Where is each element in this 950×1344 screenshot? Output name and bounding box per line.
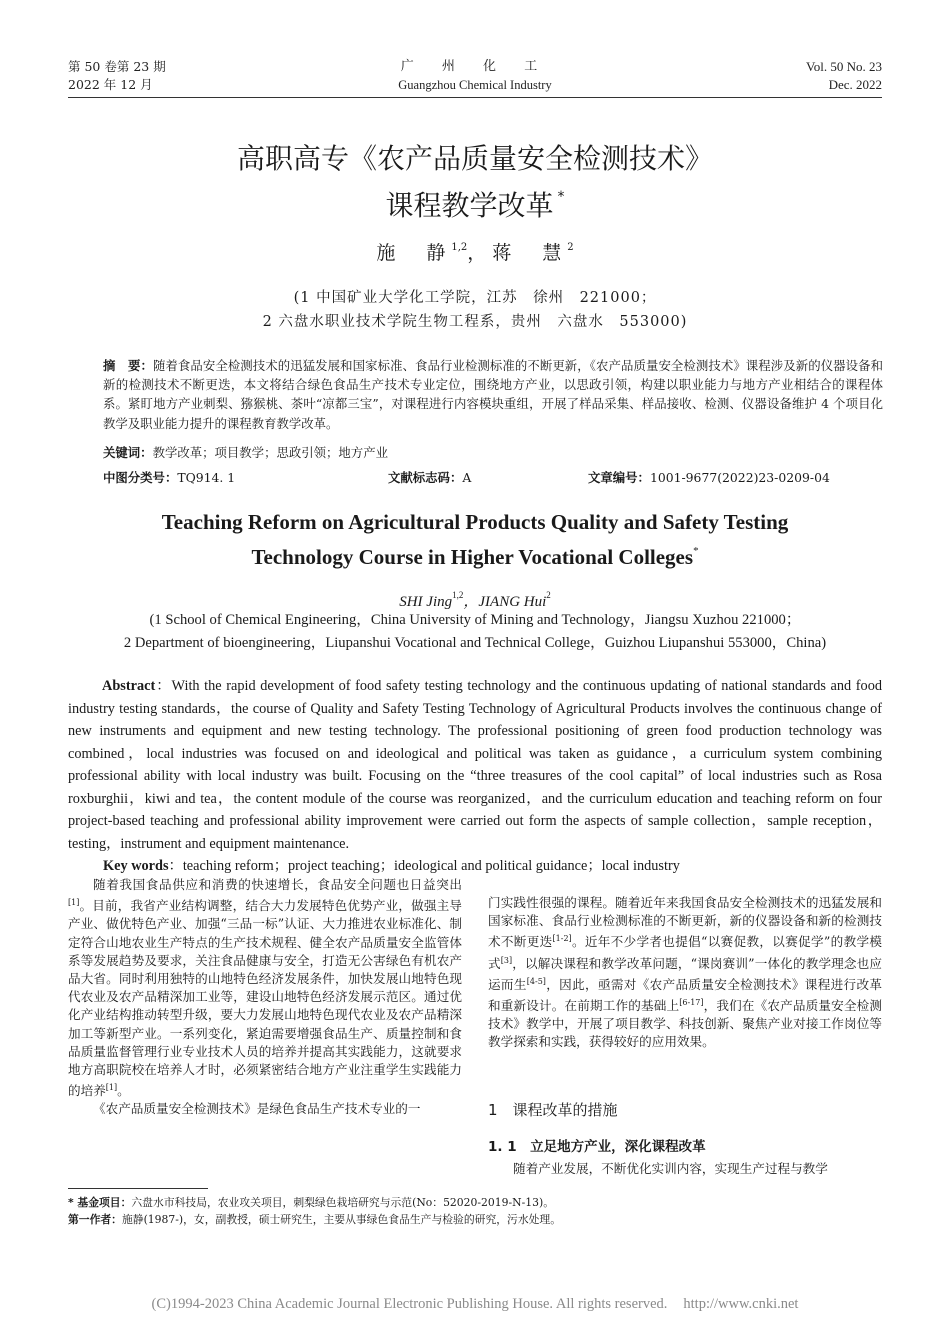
document-code bbox=[388, 468, 471, 486]
title-cn-line2 bbox=[0, 178, 950, 225]
paper-title-cn bbox=[0, 140, 950, 225]
body-paragraph: 随着产业发展，不断优化实训内容，实现生产过程与教学 bbox=[513, 1161, 828, 1176]
keywords-en-text: teaching reform；project teaching；ideological and political guidance；local industry bbox=[182, 858, 680, 874]
citation-ref: [1-2] bbox=[552, 934, 572, 944]
title-cn-line2-text: 课程教学改革 bbox=[385, 189, 554, 222]
paragraph-text: 随着我国食品供应和消费的快速增长，食品安全问题也日益突出 bbox=[93, 877, 462, 892]
author-2-cn: 蒋 慧 bbox=[492, 242, 568, 264]
header-divider bbox=[68, 97, 882, 98]
author-1-en: SHI Jing bbox=[399, 594, 453, 610]
citation-ref: [4-5] bbox=[526, 976, 546, 986]
article-number bbox=[588, 468, 830, 486]
author-separator-en: ， bbox=[463, 594, 479, 610]
section-1-heading: 1 课程改革的措施 bbox=[488, 1101, 618, 1119]
article-number-value: 1001-9677(2022)23-0209-04 bbox=[649, 470, 830, 485]
paragraph-text: 。目前，我省产业结构调整，结合大力发展特色优势产业，做强主导产业、做优特色产业、加强“三品一标”认证、大力推进农业标准化、制定符合山地农业生产特点的生产技术规程、健全农产品质量安全监管体系等发展趋势及要求，关注食品健康与安全，打造无公害绿色有机农产品大省。同时利用独特的山地特色经济发展条件，加快发展山地特色现代农业及农产品精深加工业等，建设山地特色经济发展示范区。通过优化产业结构推动转型升级，要大力发展山地特色现代农业及农产品精深加工等新型产业。一系列变化，紧迫需要增强食品生产、质量控制和食品质量监督管理行业专业技术人员的培养并提高其实践能力，这就要求地方高职院校在培养人才时，必须紧密结合地方产业注重学生实践能力的培养 bbox=[68, 898, 462, 1099]
volume-issue: 第 50 卷第 23 期 bbox=[68, 59, 166, 74]
author-2-affil-en: 2 bbox=[546, 590, 551, 600]
keywords-en bbox=[103, 855, 680, 875]
affiliations-en bbox=[0, 609, 950, 655]
body-left-column bbox=[68, 876, 462, 1119]
doc-code-label: 文献标志码： bbox=[388, 470, 463, 485]
author-1-affil-cn: 1,2 bbox=[451, 242, 468, 253]
clc-label: 中图分类号： bbox=[103, 470, 178, 485]
abstract-en-text: With the rapid development of food safety testing technology and the continuous updating of national standards and food industry testing standards，the course of Quality and Safety Testing Technology of Agricultural Products involves the continuous change of new instruments and equipment and new testing technology. The professional positioning of green food production technology was combined，local industries was focused on and ideological and political was taken as guidance，a curriculum system combining professional ability with local industry was built. Focusing on the “three treasures of the cool capital” of local industries such as Rosa roxburghii，kiwi and tea，the content module of the course was reorganized，and the curriculum education and teaching reform on four project-based teaching and professional ability improvement were carried out form the aspects of sample collection，sample reception，testing，instrument and equipment maintenance. bbox=[68, 678, 882, 852]
author-footnote bbox=[68, 1212, 561, 1228]
publication-date-en: Dec. 2022 bbox=[828, 77, 882, 92]
publication-date: 2022 年 12 月 bbox=[68, 77, 153, 92]
clc-number bbox=[103, 468, 235, 486]
abstract-cn-label: 摘 要： bbox=[103, 358, 153, 373]
title-en-line2 bbox=[0, 537, 950, 572]
footnote-divider bbox=[68, 1188, 208, 1189]
body-paragraph: 《农产品质量安全检测技术》是绿色食品生产技术专业的一 bbox=[93, 1101, 421, 1117]
author-1-affil-en: 1,2 bbox=[452, 590, 464, 600]
title-funding-mark: * bbox=[557, 189, 565, 205]
abstract-cn bbox=[103, 356, 883, 433]
paragraph-text: ，以解决课程和教学改革问题，“课岗赛训”一体化的教学理念也应运而生 bbox=[488, 955, 882, 992]
abstract-en-label: Abstract bbox=[102, 678, 156, 694]
affiliation-1-cn: (1 中国矿业大学化工学院，江苏 徐州 221000； bbox=[293, 290, 657, 306]
body-paragraph bbox=[68, 876, 462, 1100]
keywords-cn bbox=[103, 443, 388, 461]
first-author-label: 第一作者： bbox=[68, 1213, 122, 1226]
volume-issue-en: Vol. 50 No. 23 bbox=[806, 59, 882, 74]
journal-name-cn: 广 州 化 工 bbox=[400, 59, 550, 74]
doc-code-value: A bbox=[462, 470, 472, 485]
first-author-text: 施静(1987-)，女，副教授，硕士研究生，主要从事绿色食品生产与检验的研究，污水处理。 bbox=[121, 1213, 562, 1226]
author-2-en: JIANG Hui bbox=[478, 594, 547, 610]
affiliation-2-en: 2 Department of bioengineering，Liupanshui Vocational and Technical College，Guizhou Liupanshui 553000，China) bbox=[123, 635, 827, 651]
paragraph-text: 。近年不少学者也提倡“以赛促教，以赛促学”的教学模式 bbox=[488, 934, 882, 971]
author-separator: ， bbox=[467, 242, 493, 264]
citation-ref: [1] bbox=[105, 1083, 118, 1093]
paragraph-text: ，因此，亟需对《农产品质量安全检测技术》课程进行改革和重新设计。在前期工作的基础上 bbox=[488, 976, 883, 1014]
body-right-column bbox=[488, 894, 882, 1052]
citation-ref: [6-17] bbox=[679, 998, 704, 1008]
body-paragraph bbox=[488, 894, 882, 1052]
paragraph-text: ，我们在《农产品质量安全检测技术》教学中，开展了项目教学、科技创新、聚焦产业对接工作岗位等教学探索和实践，获得较好的应用效果。 bbox=[488, 998, 883, 1050]
copyright-watermark bbox=[0, 1296, 950, 1313]
affiliation-2-cn: 2 六盘水职业技术学院生物工程系，贵州 六盘水 553000) bbox=[262, 314, 688, 330]
paper-title-en bbox=[0, 508, 950, 572]
abstract-en bbox=[68, 675, 882, 855]
citation-ref: [3] bbox=[500, 955, 513, 965]
paragraph-text: 门实践性很强的课程。随着近年来我国食品安全检测技术的迅猛发展和国家标准、食品行业检测标准的不断更新，新的仪器设备和新的检测技术不断更迭 bbox=[488, 895, 882, 950]
authors-en bbox=[0, 590, 950, 611]
authors-cn bbox=[0, 238, 950, 265]
paragraph-text: 。 bbox=[117, 1083, 130, 1099]
author-1-cn: 施 静 bbox=[376, 242, 452, 264]
author-2-affil-cn: 2 bbox=[567, 242, 574, 253]
title-en-funding-mark: * bbox=[693, 545, 699, 557]
affiliation-1-en: (1 School of Chemical Engineering，China University of Mining and Technology，Jiangsu Xuzhou 221000； bbox=[149, 612, 801, 628]
keywords-cn-label: 关键词： bbox=[103, 445, 153, 460]
keywords-cn-text: 教学改革；项目教学；思政引领；地方产业 bbox=[152, 445, 388, 460]
funding-label: * 基金项目： bbox=[68, 1196, 132, 1209]
body-right-column-continued bbox=[488, 1160, 882, 1178]
funding-text: 六盘水市科技局，农业攻关项目，刺梨绿色栽培研究与示范(No：52020-2019-N-13)。 bbox=[131, 1196, 555, 1209]
funding-footnote bbox=[68, 1195, 554, 1211]
abstract-en-colon: ： bbox=[155, 678, 172, 694]
cnki-url[interactable]: http://www.cnki.net bbox=[683, 1296, 799, 1312]
clc-value: TQ914. 1 bbox=[177, 470, 236, 485]
abstract-cn-text: 随着食品安全检测技术的迅猛发展和国家标准、食品行业检测标准的不断更新，《农产品质量安全检测技术》课程涉及新的仪器设备和新的检测技术不断更迭，本文将结合绿色食品生产技术专业定位，围绕地方产业，以思政引领，构建以职业能力与地方产业相结合的课程体系。紧盯地方产业刺梨、猕猴桃、茶叶“凉都三宝”，对课程进行内容模块重组，开展了样品采集、样品接收、检测、仪器设备维护 4 个项目化教学及职业能力提升的课程教育教学改革。 bbox=[103, 358, 884, 431]
title-cn-line1: 高职高专《农产品质量安全检测技术》 bbox=[236, 142, 713, 175]
article-number-label: 文章编号： bbox=[588, 470, 650, 485]
citation-ref: [1] bbox=[68, 898, 80, 908]
title-en-line2-text: Technology Course in Higher Vocational Colleges bbox=[251, 545, 694, 569]
keywords-en-colon: ： bbox=[168, 858, 183, 874]
title-en-line1: Teaching Reform on Agricultural Products Quality and Safety Testing bbox=[161, 510, 789, 534]
journal-volume-info-en bbox=[806, 58, 882, 94]
section-1-1-heading: 1. 1 立足地方产业，深化课程改革 bbox=[488, 1139, 706, 1155]
affiliations-cn bbox=[0, 286, 950, 334]
copyright-text: (C)1994-2023 China Academic Journal Electronic Publishing House. All rights reserved. bbox=[151, 1296, 668, 1312]
journal-name-en: Guangzhou Chemical Industry bbox=[398, 78, 552, 92]
keywords-en-label: Key words bbox=[103, 858, 169, 874]
